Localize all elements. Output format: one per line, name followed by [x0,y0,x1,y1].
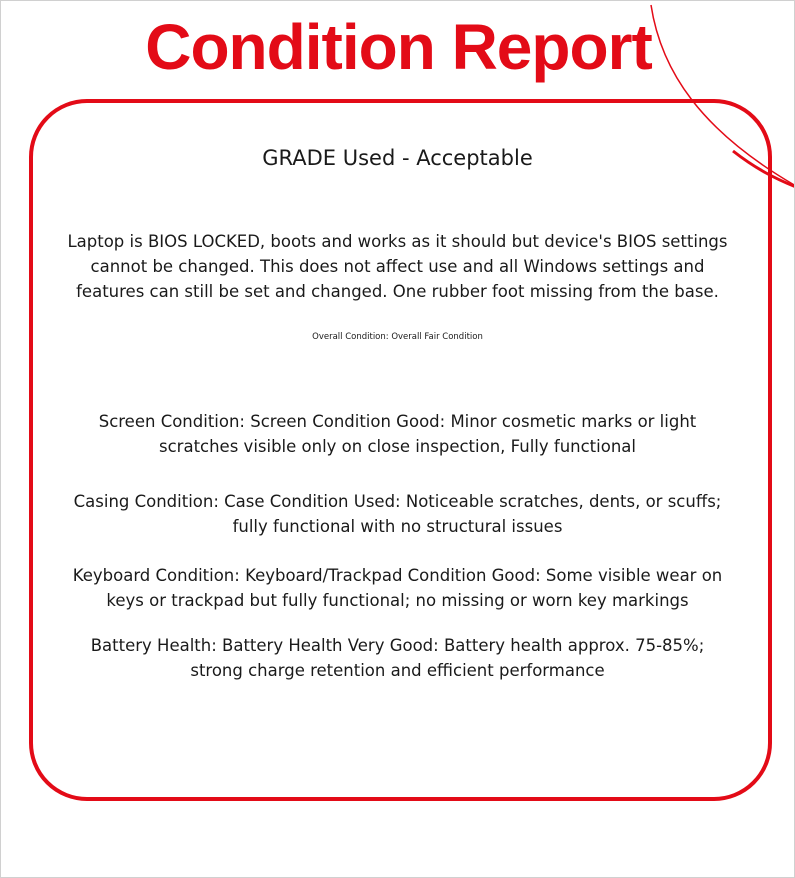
overall-condition-text: Overall Condition: Overall Fair Condition [312,332,483,342]
grade-heading: GRADE Used - Acceptable [262,146,533,170]
keyboard-condition-text: Keyboard Condition: Keyboard/Trackpad Condition Good: Some visible wear on keys or trackpad but fully functional; no missing or worn key markings [72,566,723,610]
battery-health-text: Battery Health: Battery Health Very Good: Battery health approx. 75-85%; strong charge retention and efficient performance [90,636,705,680]
casing-condition-text: Casing Condition: Case Condition Used: Noticeable scratches, dents, or scuffs; fully functional with no structural issues [73,492,722,536]
screen-condition-text: Screen Condition: Screen Condition Good: Minor cosmetic marks or light scratches visible only on close inspection, Fully functional [98,412,697,456]
report-title: Condition Report [145,11,652,83]
description-text: Laptop is BIOS LOCKED, boots and works as it should but device's BIOS settings cannot be changed. This does not affect use and all Windows settings and features can still be set and changed. One rubber foot missing from the base. [67,232,728,301]
